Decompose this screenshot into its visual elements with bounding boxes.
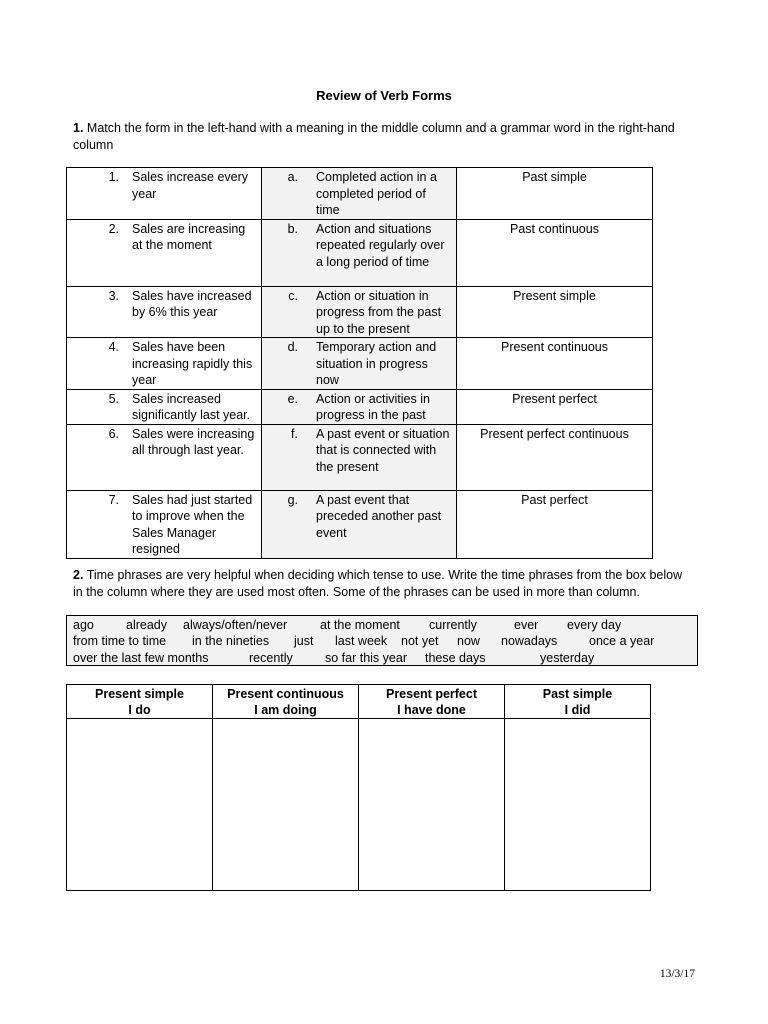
section1-number: 1. [73,121,84,135]
meaning-cell [262,424,457,490]
phrase: last week [335,634,388,648]
row-number: 1. [108,170,119,184]
row-letter: f. [291,426,298,441]
tense-name: Present continuous [227,686,344,701]
answer-cell-present-continuous[interactable] [213,719,359,891]
row-letter: c. [288,288,298,303]
row-letter: a. [287,170,298,184]
verb-form: Sales increased significantly last year. [132,391,251,422]
phrase: in the nineties [192,634,270,648]
meaning-cell [262,286,457,338]
verb-form: Sales increase every year [132,170,249,201]
grammar-cell [457,389,653,424]
tense-example: I have done [397,702,466,717]
tense-example: I did [564,702,591,717]
grammar-word: Past simple [522,170,587,184]
phrase: recently [249,651,293,665]
meaning: Completed action in a completed period of time [316,170,437,217]
form-cell [67,389,262,424]
section2-number: 2. [73,568,84,582]
form-cell [67,490,262,558]
grammar-word: Present continuous [500,340,608,354]
section2-instruction-text: Time phrases are very helpful when deciding which tense to use. Write the time phrases from the box below in the column where they are used most often. Some of the phrases can be used in more than column. [73,568,683,599]
phrase: just [294,634,314,648]
grammar-word: Present perfect [512,391,597,406]
grammar-cell [457,424,653,490]
tense-answer-table [66,684,651,891]
phrase: ago [73,618,94,632]
row-letter: e. [287,391,298,406]
row-number: 3. [108,288,119,303]
tense-example: I do [128,702,151,717]
grammar-cell [457,286,653,338]
grammar-cell [457,490,653,558]
verb-form: Sales have increased by 6% this year [132,288,252,319]
form-cell [67,168,262,220]
meaning: Action or activities in progress in the past [316,391,430,422]
row-number: 6. [108,426,119,441]
matching-table [66,167,653,559]
column-header-present-perfect [359,685,505,719]
row-number: 7. [108,492,119,507]
grammar-cell [457,338,653,390]
meaning-cell [262,490,457,558]
matching-row [67,219,653,286]
phrase: already [126,618,167,632]
phrase: so far this year [325,651,407,665]
phrase: over the last few months [73,651,209,665]
phrase: every day [567,618,622,632]
grammar-word: Present perfect continuous [480,426,629,441]
phrase: always/often/never [183,618,288,632]
meaning: A past event or situation that is connected with the present [316,426,450,474]
form-cell [67,424,262,490]
grammar-cell [457,219,653,286]
phrase: at the moment [320,618,400,632]
meaning-cell [262,219,457,286]
answer-cell-present-simple[interactable] [67,719,213,891]
column-header-present-continuous [213,685,359,719]
verb-form: Sales are increasing at the moment [132,221,246,252]
phrase: yesterday [540,651,595,665]
tense-example: I am doing [254,702,317,717]
form-cell [67,219,262,286]
row-letter: b. [287,221,298,236]
meaning-cell [262,168,457,220]
phrase: these days [425,651,486,665]
meaning: A past event that preceded another past event [316,492,442,540]
meaning: Action or situation in progress from the past up to the present [316,288,442,336]
phrase: not yet [401,634,439,648]
meaning-cell [262,338,457,390]
matching-row [67,286,653,338]
section2-instruction [73,567,688,600]
meaning-cell [262,389,457,424]
grammar-word: Present simple [513,288,596,303]
phrase: from time to time [73,634,167,648]
phrase: nowadays [501,634,558,648]
matching-row [67,168,653,220]
answer-cell-past-simple[interactable] [505,719,651,891]
tense-name: Past simple [542,686,613,701]
row-letter: g. [287,492,298,507]
grammar-cell [457,168,653,220]
matching-row [67,490,653,558]
phrase: currently [429,618,477,632]
tense-name: Present perfect [385,686,477,701]
phrase: now [457,634,480,648]
section1-instruction [73,120,688,153]
matching-row [67,424,653,490]
form-cell [67,286,262,338]
column-header-past-simple [505,685,651,719]
tense-name: Present simple [95,686,184,701]
page-title: Review of Verb Forms [316,88,452,103]
meaning: Action and situations repeated regularly over a long period of time [316,221,445,269]
row-letter: d. [287,340,298,354]
verb-form: Sales have been increasing rapidly this year [132,340,253,387]
matching-row [67,389,653,424]
form-cell [67,338,262,390]
column-header-present-simple [67,685,213,719]
meaning: Temporary action and situation in progress now [316,340,437,387]
answer-cell-present-perfect[interactable] [359,719,505,891]
time-phrase-box [66,615,698,666]
phrase: once a year [589,634,655,648]
phrase: ever [514,618,539,632]
row-number: 5. [108,391,119,406]
footer-date: 13/3/17 [659,968,695,980]
verb-form: Sales were increasing all through last year. [132,426,255,457]
row-number: 2. [108,221,119,236]
grammar-word: Past perfect [521,492,588,507]
row-number: 4. [108,340,119,354]
grammar-word: Past continuous [510,221,599,236]
verb-form: Sales had just started to improve when the Sales Manager resigned [132,492,253,556]
section1-instruction-text: Match the form in the left-hand with a meaning in the middle column and a grammar word in the right-hand column [73,121,675,152]
matching-row [67,338,653,390]
